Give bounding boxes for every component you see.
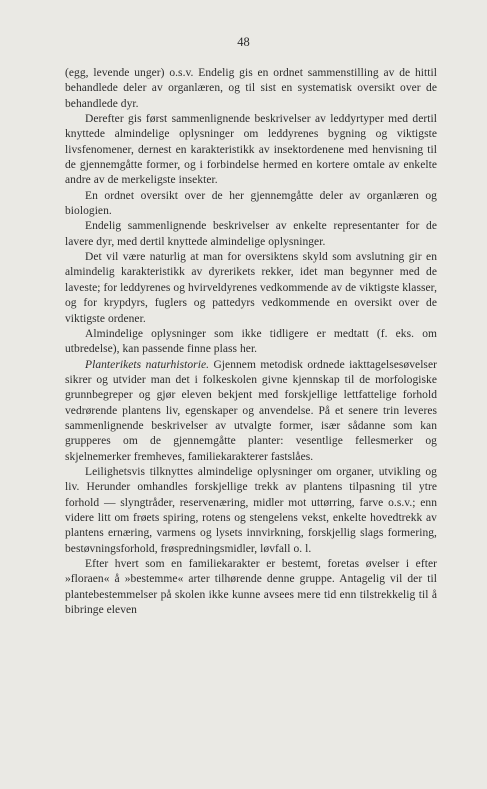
paragraph: Derefter gis først sammenlignende beskrivelser av leddyrtyper med dertil knyttede almindelige oplysninger om leddyrenes bygning og viktigste livsfenomener, dernest en karakteristikk av insektordenene med henvisning til de gjennemgåtte former, og i forbindelse hermed en kortere omtale av enkelte andre av de merkeligste insekter.: [65, 113, 437, 187]
section-heading: Planterikets naturhistorie.: [85, 358, 210, 371]
paragraph-text: Gjennem metodisk ordnede iakttagelsesøvelser sikrer og utvider man det i folkeskolen givne kjennskap til de morfologiske grunnbegreper og gjør eleven bekjent med forskjellige lettfattelige forhold vedrørende plantens liv, egenskaper og anvendelse. På et senere trin leveres sammenlignende beskrivelser av utvalgte former, især sådanne som kan grupperes om de gjennemgåtte planter: vesentlige fellesmerker og skjelnemerker fremheves, familiekarakterer fastslåes.: [65, 358, 437, 463]
paragraph: En ordnet oversikt over de her gjennemgåtte deler av organlæren og biologien.: [65, 189, 437, 218]
paragraph: Det vil være naturlig at man for oversiktens skyld som avslutning gir en almindelig karakteristikk av dyrerikets rekker, idet man begynner med de laveste; for leddyrenes og hvirveldyrenes vedkommende av de viktigste klasser, og for krypdyrs, fuglers og pattedyrs vedkommende en oversikt over de viktigste ordener.: [65, 251, 437, 325]
paragraph: Leilighetsvis tilknyttes almindelige oplysninger om organer, utvikling og liv. Herunder omhandles forskjellige trekk av plantens tilpasning til ytre forhold — slyngtråder, reservenæring, midler mot uttørring, farve o.s.v.; enn videre litt om frøets spiring, rotens og stengelens vekst, enkelte hovedtrekk av plantens ernæring, varmens og lysets innvirkning, forskjellig slags formering, bestøvningsforhold, frøspredningsmidler, løvfall o. l.: [65, 465, 437, 555]
page-number: 48: [237, 35, 250, 49]
paragraph: Endelig sammenlignende beskrivelser av enkelte representanter for de lavere dyr, med dertil knyttede almindelige oplysninger.: [65, 220, 437, 248]
paragraph: [65, 358, 437, 465]
paragraph: Efter hvert som en familiekarakter er bestemt, foretas øvelser i efter »floraen« å »bestemme« arter tilhørende denne gruppe. Antagelig vil der til plantebestemmelser på skolen ikke kunne avsees mere tid enn tilstrekkelig til å bibringe eleven: [65, 558, 437, 617]
paragraph: Almindelige oplysninger som ikke tidligere er medtatt (f. eks. om utbredelse), kan passende finne plass her.: [65, 327, 437, 356]
body-text: [65, 66, 437, 618]
paragraph: (egg, levende unger) o.s.v. Endelig gis en ordnet sammenstilling av de hittil behandlede deler av organlæren, og til sist en systematisk oversikt over de behandlede dyr.: [65, 67, 437, 110]
